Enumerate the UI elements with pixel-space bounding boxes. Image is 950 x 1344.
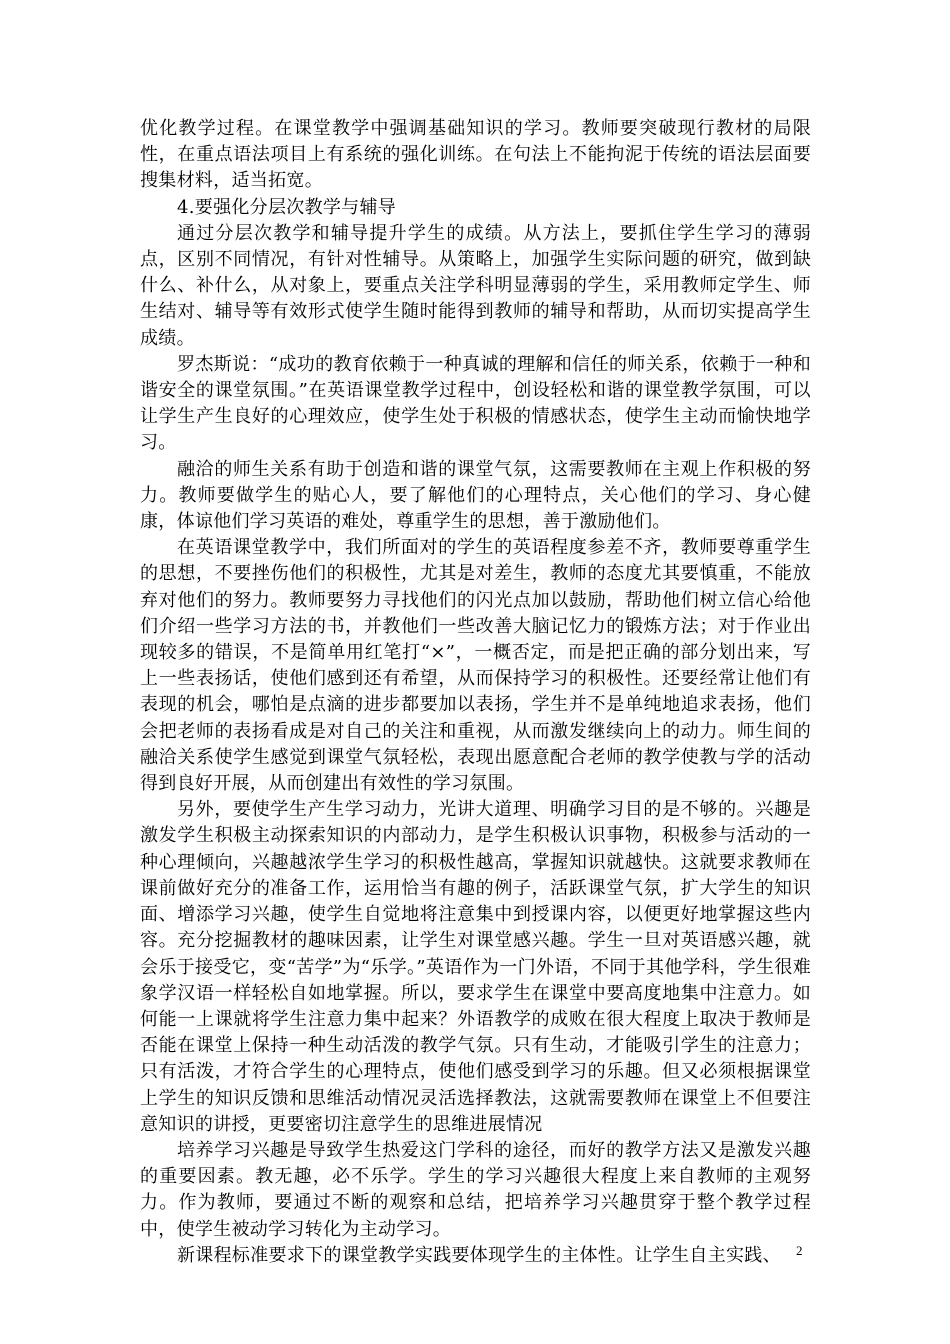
paragraph: 通过分层次教学和辅导提升学生的成绩。从方法上，要抓住学生学习的薄弱点，区别不同情况，有针对性辅导。从策略上，加强学生实际问题的研究，做到缺什么、补什么，从对象上，要重点关注学科明显薄弱的学生，采用教师定学生、师生结对、辅导等有效形式使学生随时能得到教师的辅导和帮助，从而切实提高学生成绩。	[140, 222, 811, 349]
paragraph: 融洽的师生关系有助于创造和谐的课堂气氛，这需要教师在主观上作积极的努力。教师要做学生的贴心人，要了解他们的心理特点，关心他们的学习、身心健康，体谅他们学习英语的难处，尊重学生的思想，善于激励他们。	[140, 458, 811, 533]
paragraph: 罗杰斯说：“成功的教育依赖于一种真诚的理解和信任的师关系，依赖于一种和谐安全的课堂氛围。”在英语课堂教学过程中，创设轻松和谐的课堂教学氛围，可以让学生产生良好的心理效应，使学生处于积极的情感状态，使学生主动而愉快地学习。	[140, 353, 811, 454]
paragraph-continuation: 优化教学过程。在课堂教学中强调基础知识的学习。教师要突破现行教材的局限性，在重点语法项目上有系统的强化训练。在句法上不能拘泥于传统的语法层面要搜集材料，适当拓宽。	[140, 118, 811, 192]
section-heading: 4.要强化分层次教学与辅导	[177, 196, 397, 218]
page-number: 2	[796, 1243, 803, 1258]
paragraph: 培养学习兴趣是导致学生热爱这门学科的途径，而好的教学方法又是激发兴趣的重要因素。教无趣，必不乐学。学生的学习兴趣很大程度上来自教师的主观努力。作为教师，要通过不断的观察和总结，把培养学习兴趣贯穿于整个教学过程中，使学生被动学习转化为主动学习。	[140, 1139, 811, 1240]
document-body	[140, 116, 811, 1269]
paragraph: 另外，要使学生产生学习动力，光讲大道理、明确学习目的是不够的。兴趣是激发学生积极主动探索知识的内部动力，是学生积极认识事物，积极参与活动的一种心理倾向，兴趣越浓学生学习的积极性越高，掌握知识就越快。这就要求教师在课前做好充分的准备工作，运用恰当有趣的例子，活跃课堂气氛，扩大学生的知识面、增添学习兴趣，使学生自觉地将注意集中到授课内容，以便更好地掌握这些内容。充分挖掘教材的趣味因素，让学生对课堂感兴趣。学生一旦对英语感兴趣，就会乐于接受它，变“苦学”为“乐学。”英语作为一门外语，不同于其他学科，学生很难象学汉语一样轻松自如地掌握。所以，要求学生在课堂中要高度地集中注意力。如何能一上课就将学生注意力集中起来？外语教学的成败在很大程度上取决于教师是否能在课堂上保持一种生动活泼的教学气氛。只有生动，才能吸引学生的注意力；只有活泼，才符合学生的心理特点，使他们感受到学习的乐趣。但又必须根据课堂上学生的知识反馈和思维活动情况灵活选择教法，这就需要教师在课堂上不但要注意知识的讲授，更要密切注意学生的思维进展情况	[140, 799, 811, 1135]
paragraph-truncated: 新课程标准要求下的课堂教学实践要体现学生的主体性。让学生自主实践、	[177, 1244, 781, 1266]
paragraph: 在英语课堂教学中，我们所面对的学生的英语程度参差不齐，教师要尊重学生的思想，不要挫伤他们的积极性，尤其是对差生，教师的态度尤其要慎重，不能放弃对他们的努力。教师要努力寻找他们的闪光点加以鼓励，帮助他们树立信心给他们介绍一些学习方法的书，并教他们一些改善大脑记忆力的锻炼方法；对于作业出现较多的错误，不是简单用红笔打“×”，一概否定，而是把正确的部分划出来，写上一些表扬话，使他们感到还有希望，从而保持学习的积极性。还要经常让他们有表现的机会，哪怕是点滴的进步都要加以表扬，学生并不是单纯地追求表扬，他们会把老师的表扬看成是对自己的关注和重视，从而激发继续向上的动力。师生间的融洽关系使学生感觉到课堂气氛轻松，表现出愿意配合老师的教学使教与学的活动得到良好开展，从而创建出有效性的学习氛围。	[140, 537, 811, 795]
